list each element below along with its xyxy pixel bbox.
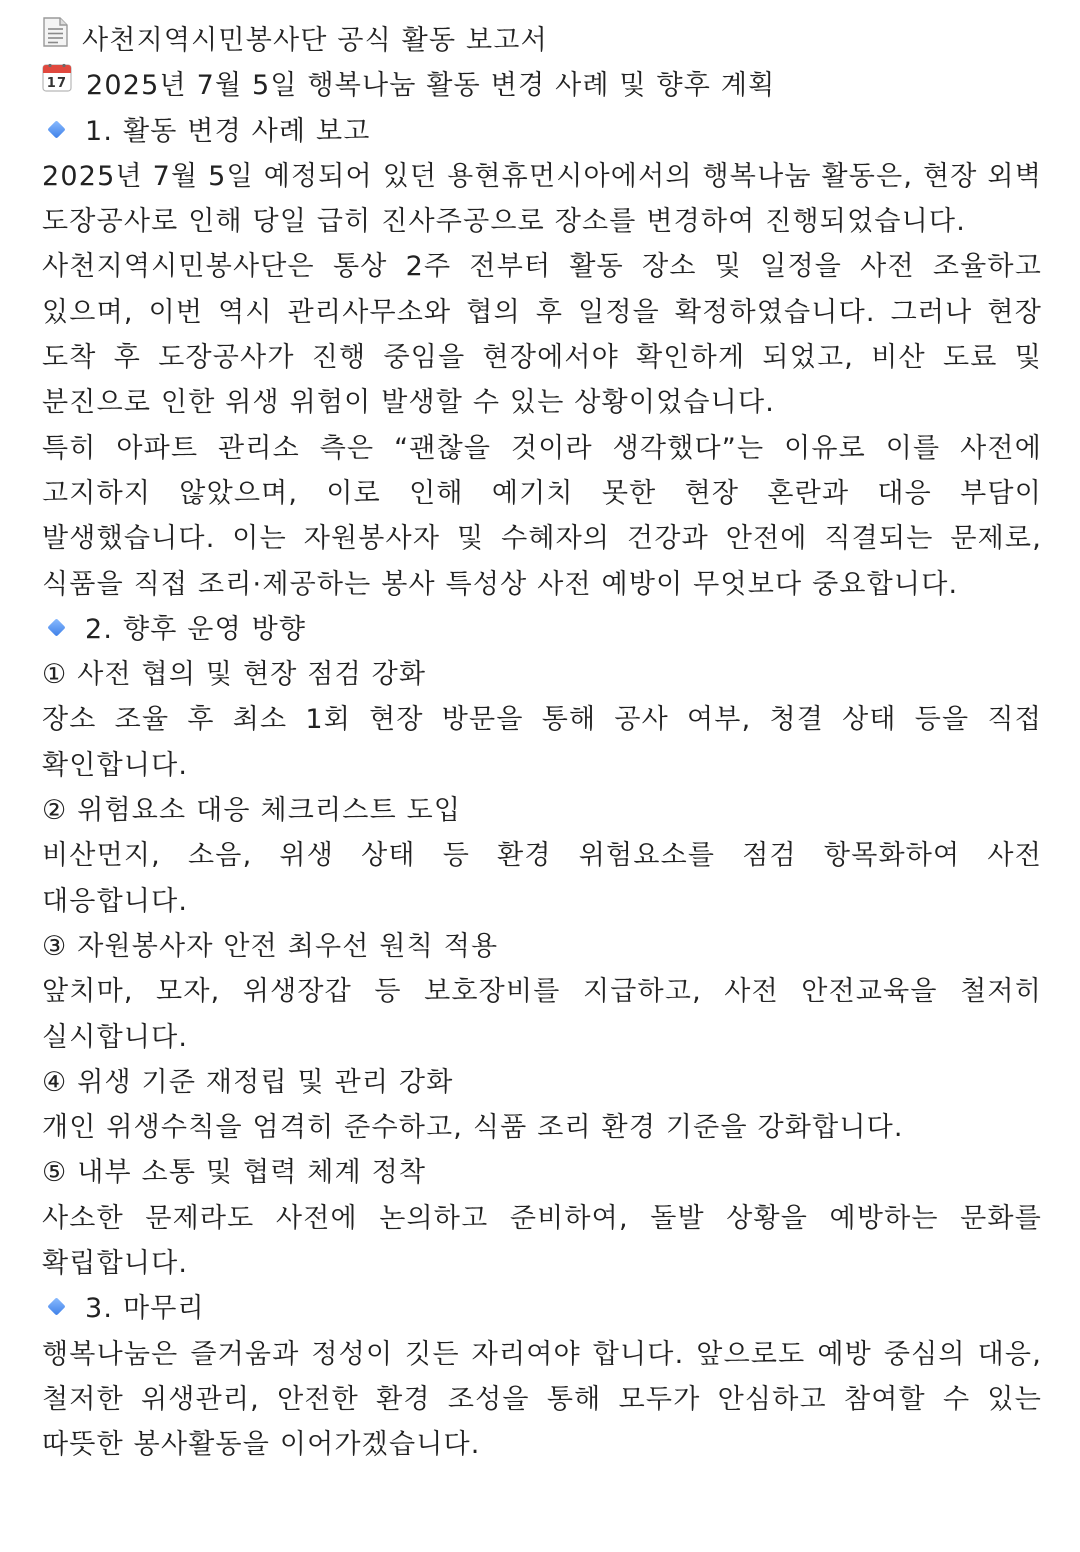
plan-item-body: 앞치마, 모자, 위생장갑 등 보호장비를 지급하고, 사전 안전교육을 철저히 실시합니다. — [42, 976, 1042, 1053]
section-3-heading-text: 3. 마무리 — [85, 1293, 205, 1325]
report-subtitle-line — [42, 63, 1042, 108]
plan-item-title: ③ 자원봉사자 안전 최우선 원칙 적용 — [42, 930, 499, 962]
blue-diamond-icon — [47, 618, 65, 636]
section-1-paragraph-2: 사천지역시민봉사단은 통상 2주 전부터 활동 장소 및 일정을 사전 조율하고 있으며, 이번 역시 관리사무소와 협의 후 일정을 확정하였습니다. 그러나 현장 도착 후 도장공사가 진행 중임을 현장에서야 확인하게 되었고, 비산 도료 및 분진으로 인한 위생 위험이 발생할 수 있는 상황이었습니다. — [42, 251, 1042, 419]
section-1-heading-text: 1. 활동 변경 사례 보고 — [85, 115, 371, 147]
section-3-heading — [42, 1286, 1042, 1331]
section-1-heading — [42, 109, 1042, 154]
calendar-day-number: 17 — [46, 76, 68, 92]
section-3-paragraph: 행복나눔은 즐거움과 정성이 깃든 자리여야 합니다. 앞으로도 예방 중심의 대응, 철저한 위생관리, 안전한 환경 조성을 통해 모두가 안심하고 참여할 수 있는 따뜻한 봉사활동을 이어가겠습니다. — [42, 1338, 1042, 1461]
section-1-paragraph-1: 2025년 7월 5일 예정되어 있던 용현휴먼시아에서의 행복나눔 활동은, 현장 외벽 도장공사로 인해 당일 급히 진사주공으로 장소를 변경하여 진행되었습니다. — [42, 160, 1042, 238]
plan-item-title: ⑤ 내부 소통 및 협력 체계 정착 — [42, 1157, 427, 1189]
blue-diamond-icon — [47, 1298, 65, 1316]
plan-item-body: 사소한 문제라도 사전에 논의하고 준비하여, 돌발 상황을 예방하는 문화를 확립합니다. — [42, 1202, 1042, 1280]
report-title-line — [42, 18, 1042, 63]
plan-item-title: ② 위험요소 대응 체크리스트 도입 — [42, 795, 462, 827]
calendar-icon — [42, 61, 72, 106]
report-document — [42, 18, 1042, 1468]
plan-item-title: ④ 위생 기준 재정립 및 관리 강화 — [42, 1066, 454, 1098]
page-subtitle: 2025년 7월 5일 행복나눔 활동 변경 사례 및 향후 계획 — [86, 70, 776, 102]
section-2-heading-text: 2. 향후 운영 방향 — [85, 613, 307, 645]
document-icon — [42, 16, 68, 61]
plan-item-title: ① 사전 협의 및 현장 점검 강화 — [42, 659, 427, 691]
section-1-paragraph-3: 특히 아파트 관리소 측은 “괜찮을 것이라 생각했다”는 이유로 이를 사전에 고지하지 않았으며, 이로 인해 예기치 못한 현장 혼란과 대응 부담이 발생했습니다. 이는 자원봉사자 및 수혜자의 건강과 안전에 직결되는 문제로, 식품을 직접 조리·제공하는 봉사 특성상 사전 예방이 무엇보다 중요합니다. — [42, 432, 1042, 600]
page-title: 사천지역시민봉사단 공식 활동 보고서 — [82, 25, 548, 56]
blue-diamond-icon — [47, 120, 65, 138]
plan-item-body: 장소 조율 후 최소 1회 현장 방문을 통해 공사 여부, 청결 상태 등을 직접 확인합니다. — [42, 704, 1042, 781]
section-2-heading — [42, 607, 1042, 652]
plan-item-body: 개인 위생수칙을 엄격히 준수하고, 식품 조리 환경 기준을 강화합니다. — [42, 1112, 904, 1144]
plan-item-body: 비산먼지, 소음, 위생 상태 등 환경 위험요소를 점검 항목화하여 사전 대응합니다. — [42, 840, 1042, 917]
